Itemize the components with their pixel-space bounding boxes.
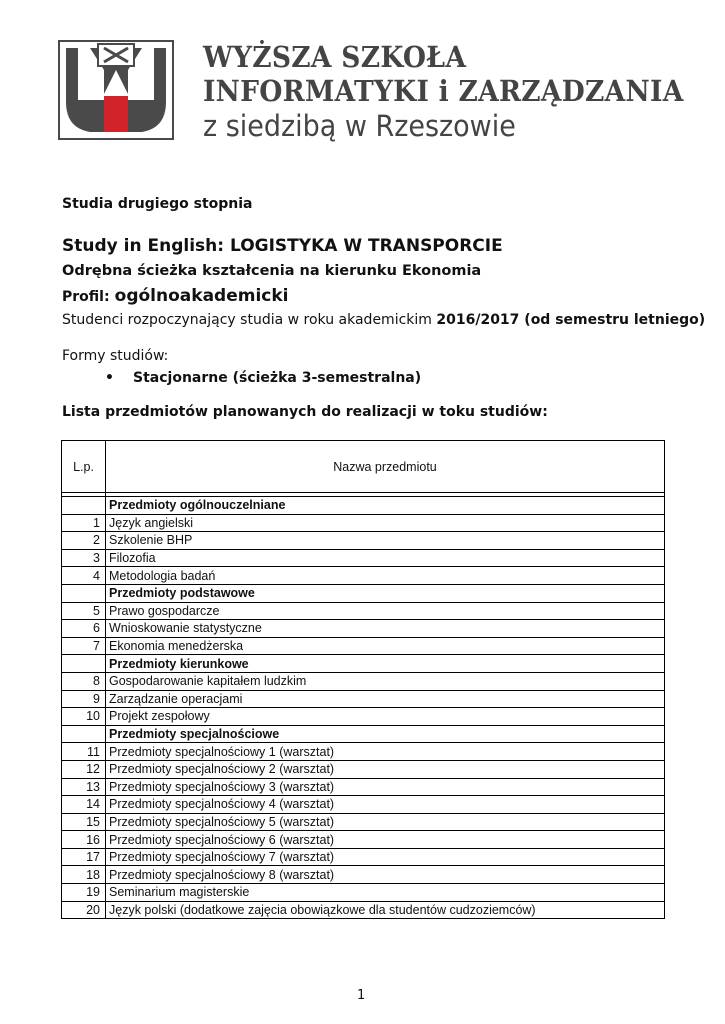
table-row — [62, 901, 665, 919]
category-name: Przedmioty podstawowe — [106, 584, 665, 602]
category-row — [62, 655, 665, 673]
study-level: Studia drugiego stopnia — [62, 196, 253, 212]
row-lp — [62, 655, 106, 673]
page-number: 1 — [357, 988, 366, 1003]
row-lp: 17 — [62, 848, 106, 866]
subject-name: Prawo gospodarcze — [106, 602, 665, 620]
category-name: Przedmioty kierunkowe — [106, 655, 665, 673]
profile-label: Profil: — [62, 289, 110, 305]
row-lp: 19 — [62, 884, 106, 902]
list-heading: Lista przedmiotów planowanych do realizacji w toku studiów: — [62, 404, 548, 420]
table-row — [62, 620, 665, 638]
row-lp: 9 — [62, 690, 106, 708]
subject-name: Wnioskowanie statystyczne — [106, 620, 665, 638]
category-row — [62, 497, 665, 515]
subject-name: Przedmioty specjalnościowy 3 (warsztat) — [106, 778, 665, 796]
row-lp: 13 — [62, 778, 106, 796]
subtitle: Odrębna ścieżka kształcenia na kierunku Ekonomia — [62, 263, 482, 279]
table-row — [62, 796, 665, 814]
subject-name: Metodologia badań — [106, 567, 665, 585]
table-row — [62, 532, 665, 550]
subject-name: Język polski (dodatkowe zajęcia obowiązkowe dla studentów cudzoziemców) — [106, 901, 665, 919]
subject-name: Gospodarowanie kapitałem ludzkim — [106, 672, 665, 690]
intake-value: 2016/2017 (od semestru letniego) — [436, 312, 706, 328]
subject-name: Przedmioty specjalnościowy 5 (warsztat) — [106, 813, 665, 831]
table-row — [62, 848, 665, 866]
row-lp — [62, 584, 106, 602]
university-logo-icon — [58, 40, 174, 140]
table-row — [62, 866, 665, 884]
table-row — [62, 672, 665, 690]
forms-item-label: Stacjonarne (ścieżka 3-semestralna) — [133, 370, 422, 386]
subject-name: Przedmioty specjalnościowy 4 (warsztat) — [106, 796, 665, 814]
table-row — [62, 743, 665, 761]
row-lp: 18 — [62, 866, 106, 884]
row-lp: 8 — [62, 672, 106, 690]
profile-value: ogólnoakademicki — [114, 286, 289, 306]
row-lp: 6 — [62, 620, 106, 638]
subject-name: Przedmioty specjalnościowy 1 (warsztat) — [106, 743, 665, 761]
university-name — [203, 40, 720, 144]
table-row — [62, 813, 665, 831]
subject-name: Przedmioty specjalnościowy 8 (warsztat) — [106, 866, 665, 884]
row-lp: 4 — [62, 567, 106, 585]
subject-name: Język angielski — [106, 514, 665, 532]
row-lp: 15 — [62, 813, 106, 831]
row-lp: 2 — [62, 532, 106, 550]
table-row — [62, 637, 665, 655]
table-row — [62, 567, 665, 585]
subject-name: Filozofia — [106, 549, 665, 567]
profile-line — [62, 286, 289, 306]
subject-name: Przedmioty specjalnościowy 6 (warsztat) — [106, 831, 665, 849]
university-name-line3: z siedzibą w Rzeszowie — [203, 109, 516, 143]
page-title: Study in English: LOGISTYKA W TRANSPORCIE — [62, 236, 503, 256]
table-header-row — [62, 441, 665, 493]
table-row — [62, 549, 665, 567]
forms-item — [105, 370, 421, 386]
subject-name: Przedmioty specjalnościowy 2 (warsztat) — [106, 760, 665, 778]
table-row — [62, 760, 665, 778]
intake-line — [62, 312, 705, 328]
category-name: Przedmioty specjalnościowe — [106, 725, 665, 743]
header-lp: L.p. — [62, 441, 106, 493]
category-name: Przedmioty ogólnouczelniane — [106, 497, 665, 515]
table-row — [62, 708, 665, 726]
category-row — [62, 584, 665, 602]
university-name-line2: INFORMATYKI i ZARZĄDZANIA — [203, 74, 684, 108]
table-row — [62, 884, 665, 902]
row-lp: 10 — [62, 708, 106, 726]
header-name: Nazwa przedmiotu — [106, 441, 665, 493]
subjects-table — [61, 440, 665, 919]
row-lp — [62, 497, 106, 515]
subject-name: Zarządzanie operacjami — [106, 690, 665, 708]
table-row — [62, 602, 665, 620]
intake-prefix: Studenci rozpoczynający studia w roku akademickim — [62, 312, 432, 328]
row-lp: 12 — [62, 760, 106, 778]
row-lp: 20 — [62, 901, 106, 919]
row-lp: 14 — [62, 796, 106, 814]
subject-name: Seminarium magisterskie — [106, 884, 665, 902]
row-lp — [62, 725, 106, 743]
table-row — [62, 514, 665, 532]
university-name-line1: WYŻSZA SZKOŁA — [203, 40, 467, 74]
forms-label: Formy studiów: — [62, 348, 169, 364]
row-lp: 11 — [62, 743, 106, 761]
row-lp: 5 — [62, 602, 106, 620]
bullet-icon: • — [105, 370, 114, 386]
subject-name: Przedmioty specjalnościowy 7 (warsztat) — [106, 848, 665, 866]
table-row — [62, 831, 665, 849]
subject-name: Szkolenie BHP — [106, 532, 665, 550]
subject-name: Ekonomia menedżerska — [106, 637, 665, 655]
subject-name: Projekt zespołowy — [106, 708, 665, 726]
row-lp: 3 — [62, 549, 106, 567]
category-row — [62, 725, 665, 743]
row-lp: 7 — [62, 637, 106, 655]
table-row — [62, 778, 665, 796]
row-lp: 1 — [62, 514, 106, 532]
row-lp: 16 — [62, 831, 106, 849]
table-row — [62, 690, 665, 708]
